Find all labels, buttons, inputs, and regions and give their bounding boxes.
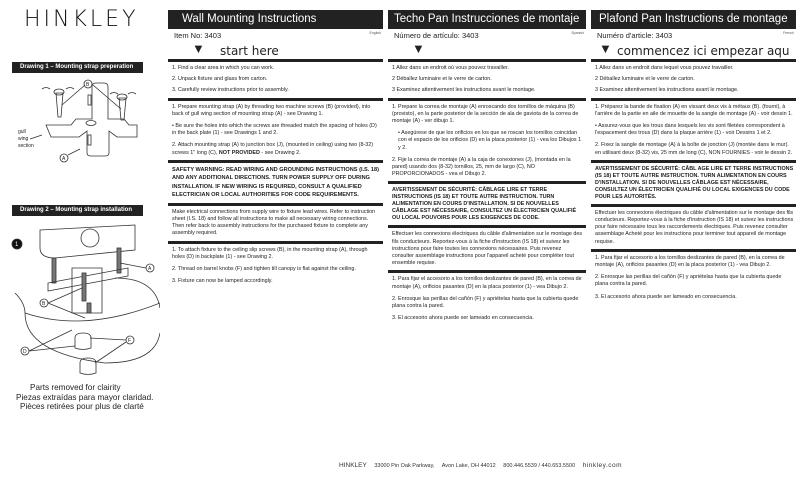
prep-step: 1 Allez dans un endroit dans lequel vous pouvez travailler.: [595, 65, 734, 71]
safety-warning: SAFETY WARNING: READ WIRING AND GROUNDING INSTRUCTIONS (I.S. 18) AND ANY ADDITIONAL DIRECTIONS. TURN POWER SUPPLY OFF DURING INSTALLATION. IF NEW WIRING IS REQUIRED, CONSULT A QUALIFIED ELECTRICIAN OR LOCAL AUTHORITIES FOR CODE REQUIREMENTS.: [168, 160, 383, 203]
section-label: section: [18, 143, 34, 149]
step: 1. Préparez la bande de fixation (A) en vissant deux vis à métaux (B). (fourni), à l'arrière de la partie en aile de mouette de la sangle de montage (A) - voir dessin 1.: [595, 103, 793, 117]
arrow-down-icon: ▼: [599, 41, 612, 56]
footer: [339, 462, 628, 469]
prep-step: 2. Unpack fixture and glass from carton.: [172, 76, 268, 83]
safety-warning: AVERTISSEMENT DE SÉCURITÉ: CÂBLAGE LIRE ET TERRE INSTRUCTIONS (IS 18) ET TOUTE AUTRE INSTRUCTION. TURN ALIMENTATION EN COURS D'INSTALLATION. SI DE NOUVELLES CÂBLAGE EST NÉCESSAIRE, CONSULTEZ UN ÉLECTRICIEN QUALIFIÉ OU LOCAL POUVOIRS POUR LES EXIGENCES DE CODE.: [388, 181, 586, 225]
step: 3. El accesorio ahora puede ser lameado en consecuencia.: [392, 315, 534, 322]
step: 2. Enrosque las perillas del cañón (F) y apriételas hasta que la cubierta quede plana contra la pared.: [392, 295, 579, 310]
start-here-label: start here: [220, 44, 279, 58]
column-title: Plafond Pan Instructions de montage: [591, 10, 796, 29]
prep-section: [388, 59, 586, 98]
step: 2. Thread on barrel knobs (F) and tighten till canopy is flat against the ceiling.: [172, 266, 356, 273]
step: 2. Fixez la sangle de montage (A) à la boîte de jonction (J) (montée dans le mur). en utilisant deux (8-32) vis, 25 mm de long (C), NON FOURNIES - voir le dessin 2.: [595, 142, 793, 156]
caption-fr: Pièces retirées pour plus de clarté: [20, 402, 144, 411]
column-english: [168, 10, 383, 293]
steps-section: [168, 98, 383, 160]
prep-section: [591, 59, 796, 98]
item-number: Número de artículo: 3403: [394, 31, 479, 40]
label-b: B: [86, 82, 90, 88]
caption-en: Parts removed for clairity: [30, 383, 121, 392]
electrical-section: Effectuer les connexions électriques du câble d'alimentation sur le montage des fils conducteurs. Reportez-vous à la fiche d'instruction (IS 18) et suivez les instructions pour faire nécessaire tous les raccordements électriques. Puis revenez consulter assemblage Acheté pour les instructions pour terminer tout appareil de montage requise.: [591, 204, 796, 249]
step: 2. Fije la correa de montaje (A) a la caja de conexiones (J), (montada en la pared) usando dos (8-32) tornillos, 25, mm de largo (C), NO PROPORCIONADOS - vea el Dibujo 2.: [392, 156, 571, 178]
brand-logo: HINKLEY: [24, 7, 139, 32]
label-1: 1: [15, 242, 19, 248]
step: 3. Fixture can now be lamped accordingly.: [172, 278, 273, 285]
prep-step: 2 Déballez luminaire et le verre de carton.: [595, 76, 695, 83]
prep-step: 1 Allez dans un endroit où vous pouvez travailler.: [392, 65, 509, 71]
step: 1. Prepare la correa de montaje (A) enroscando dos tornillos de máquina (B) (provisto), en la parte posterior de la sección de ala de gaviota de la correa de montaje (A) - ver dibujo 1.: [392, 103, 579, 125]
prep-step: 3 Examinez attentivement les instructions avant le montage.: [595, 87, 739, 94]
start-here-label: commencez ici empezar aqu: [617, 44, 790, 58]
footer-phone: 800.446.5539 / 440.653.5500: [503, 463, 576, 469]
electrical-section: Make electrical connections from supply wire to fixture lead wires. Refer to instruction sheet (I.S. 18) and follow all instructions to make all necessary wiring connections. Then refer back to assembly instructions for the purchased fixture to complete any assembly required.: [168, 203, 383, 241]
prep-step: 3 Examinez attentivement les instructions avant le montage.: [392, 87, 536, 94]
column-title: Wall Mounting Instructions: [168, 10, 383, 29]
footer-website[interactable]: hinkley.com: [582, 462, 623, 469]
wing-label: wing: [18, 136, 29, 142]
final-steps-section: [388, 270, 586, 330]
drawing-1-illustration: [0, 75, 160, 170]
footer-city: Avon Lake, OH 44012: [441, 463, 496, 469]
column-spanish: [388, 10, 586, 330]
arrow-down-icon: ▼: [192, 41, 205, 56]
language-label: English: [369, 31, 381, 35]
step: • Be sure the holes into which the screws are threaded match the spacing of holes (D) in the back plate (1) - see Drawings 1 and 2.: [172, 123, 377, 137]
drawing-2-illustration: [0, 218, 160, 378]
steps-section: [591, 98, 796, 160]
electrical-section: Effectuer les connexions électriques du câble d'alimentation sur le montage des fils conducteurs. Reportez-vous à la fiche d'instruction (IS 18) et suivez les instructions pour faire toutes les connexions nécessaires. Puis revenez consulter assemblage instructions pour l'appareil acheté pour compléter tout ensemble requise.: [388, 225, 586, 270]
step: 1. Prepare mounting strap (A) by threading two machine screws (B) (provided), into back of gull wing section of mounting strap (A) - see Drawing 1.: [172, 103, 371, 117]
label-f: F: [128, 338, 132, 344]
gull-label: gull: [18, 129, 26, 135]
prep-step: 1. Find a clear area in which you can work.: [172, 65, 275, 71]
language-label: Spanish: [571, 31, 584, 35]
step: 3. El accesorio ahora puede ser lameado en consecuencia.: [595, 293, 737, 300]
final-steps-section: [591, 249, 796, 309]
drawing-captions: [0, 383, 160, 412]
label-d: D: [23, 349, 27, 355]
step: 2. Enrosque las perillas del cañón (F) y apriételas hasta que la cubierta quede plana contra la pared.: [595, 274, 782, 288]
prep-step: 2 Déballez luminaire et le verre de carton.: [392, 76, 492, 83]
item-number: Numéro d'article: 3403: [597, 31, 673, 40]
arrow-down-icon: ▼: [412, 41, 425, 56]
step: 1. Para fijar el accesorio a los tornillos deslizantes de pared (B), en la correa de montaje (A), orificios pasantes (D) en la placa posterior (1) - vea Dibujo 2.: [595, 254, 785, 269]
label-b: B: [42, 301, 46, 307]
drawing-2-title: Drawing 2 – Mounting strap installation: [12, 205, 143, 216]
item-number: Item No: 3403: [174, 31, 222, 40]
steps-section: [388, 98, 586, 182]
step: • Assurez-vous que les trous dans lesquels les vis sont filetées correspondent à l'espacement des trous (D) dans la plaque arrière (1) - voir Dessins 1 et 2.: [595, 123, 785, 137]
language-label: French: [783, 31, 794, 35]
step: 1. To attach fixture to the ceiling slip screws (B), in the mounting strap (A), through holes (D) in backplate (1) - see Drawing 2.: [172, 246, 368, 260]
caption-es: Piezas extraídas para mayor claridad.: [16, 392, 154, 402]
column-title: Techo Pan Instrucciones de montaje: [388, 10, 586, 29]
step: 1. Para fijar el accesorio a los tornillos deslizantes de pared (B), en la correa de montaje (A), orificios pasantes (D) en la placa posterior (1) - vea Dibujo 2.: [392, 276, 582, 290]
safety-warning: AVERTISSEMENT DE SÉCURITÉ: CÂBL AGE LIRE ET TERRE INSTRUCTIONS (IS 18) ET TOUTE AUTRE INSTRUCTION. TURN ALIMENTATION EN COURS D'INSTALLATION. SI DE NOUVELLES CÂBLAGE EST NÉCESSAIRE, CONSULTEZ UN ÉLECTRICIEN QUALIFIÉ OU LOCAL EXIGENCES DU CODE POUR LES AUTORITÉS.: [591, 160, 796, 204]
label-a: A: [62, 156, 66, 162]
step: 2. Attach mounting strap (A) to junction box (J), (mounted in ceiling) using two (8-32) screws 1" long (C), NOT PROVIDED - see Drawing 2.: [172, 142, 374, 156]
column-french: [591, 10, 802, 309]
label-a: A: [148, 266, 152, 272]
prep-section: [168, 59, 383, 98]
final-steps-section: [168, 241, 383, 294]
footer-brand: HINKLEY: [339, 462, 367, 469]
prep-step: 3. Carefully review instructions prior to assembly.: [172, 87, 289, 94]
drawing-1-title: Drawing 1 – Mounting strap preperation: [12, 62, 143, 73]
footer-address: 33000 Pin Oak Parkway,: [374, 463, 435, 469]
step: • Asegúrese de que los orificios en los que se roscan los tornillos coincidan con el espacio de los orificios (D) en la placa posterior (1) - vea los Dibujos 1 y 2.: [398, 130, 582, 151]
